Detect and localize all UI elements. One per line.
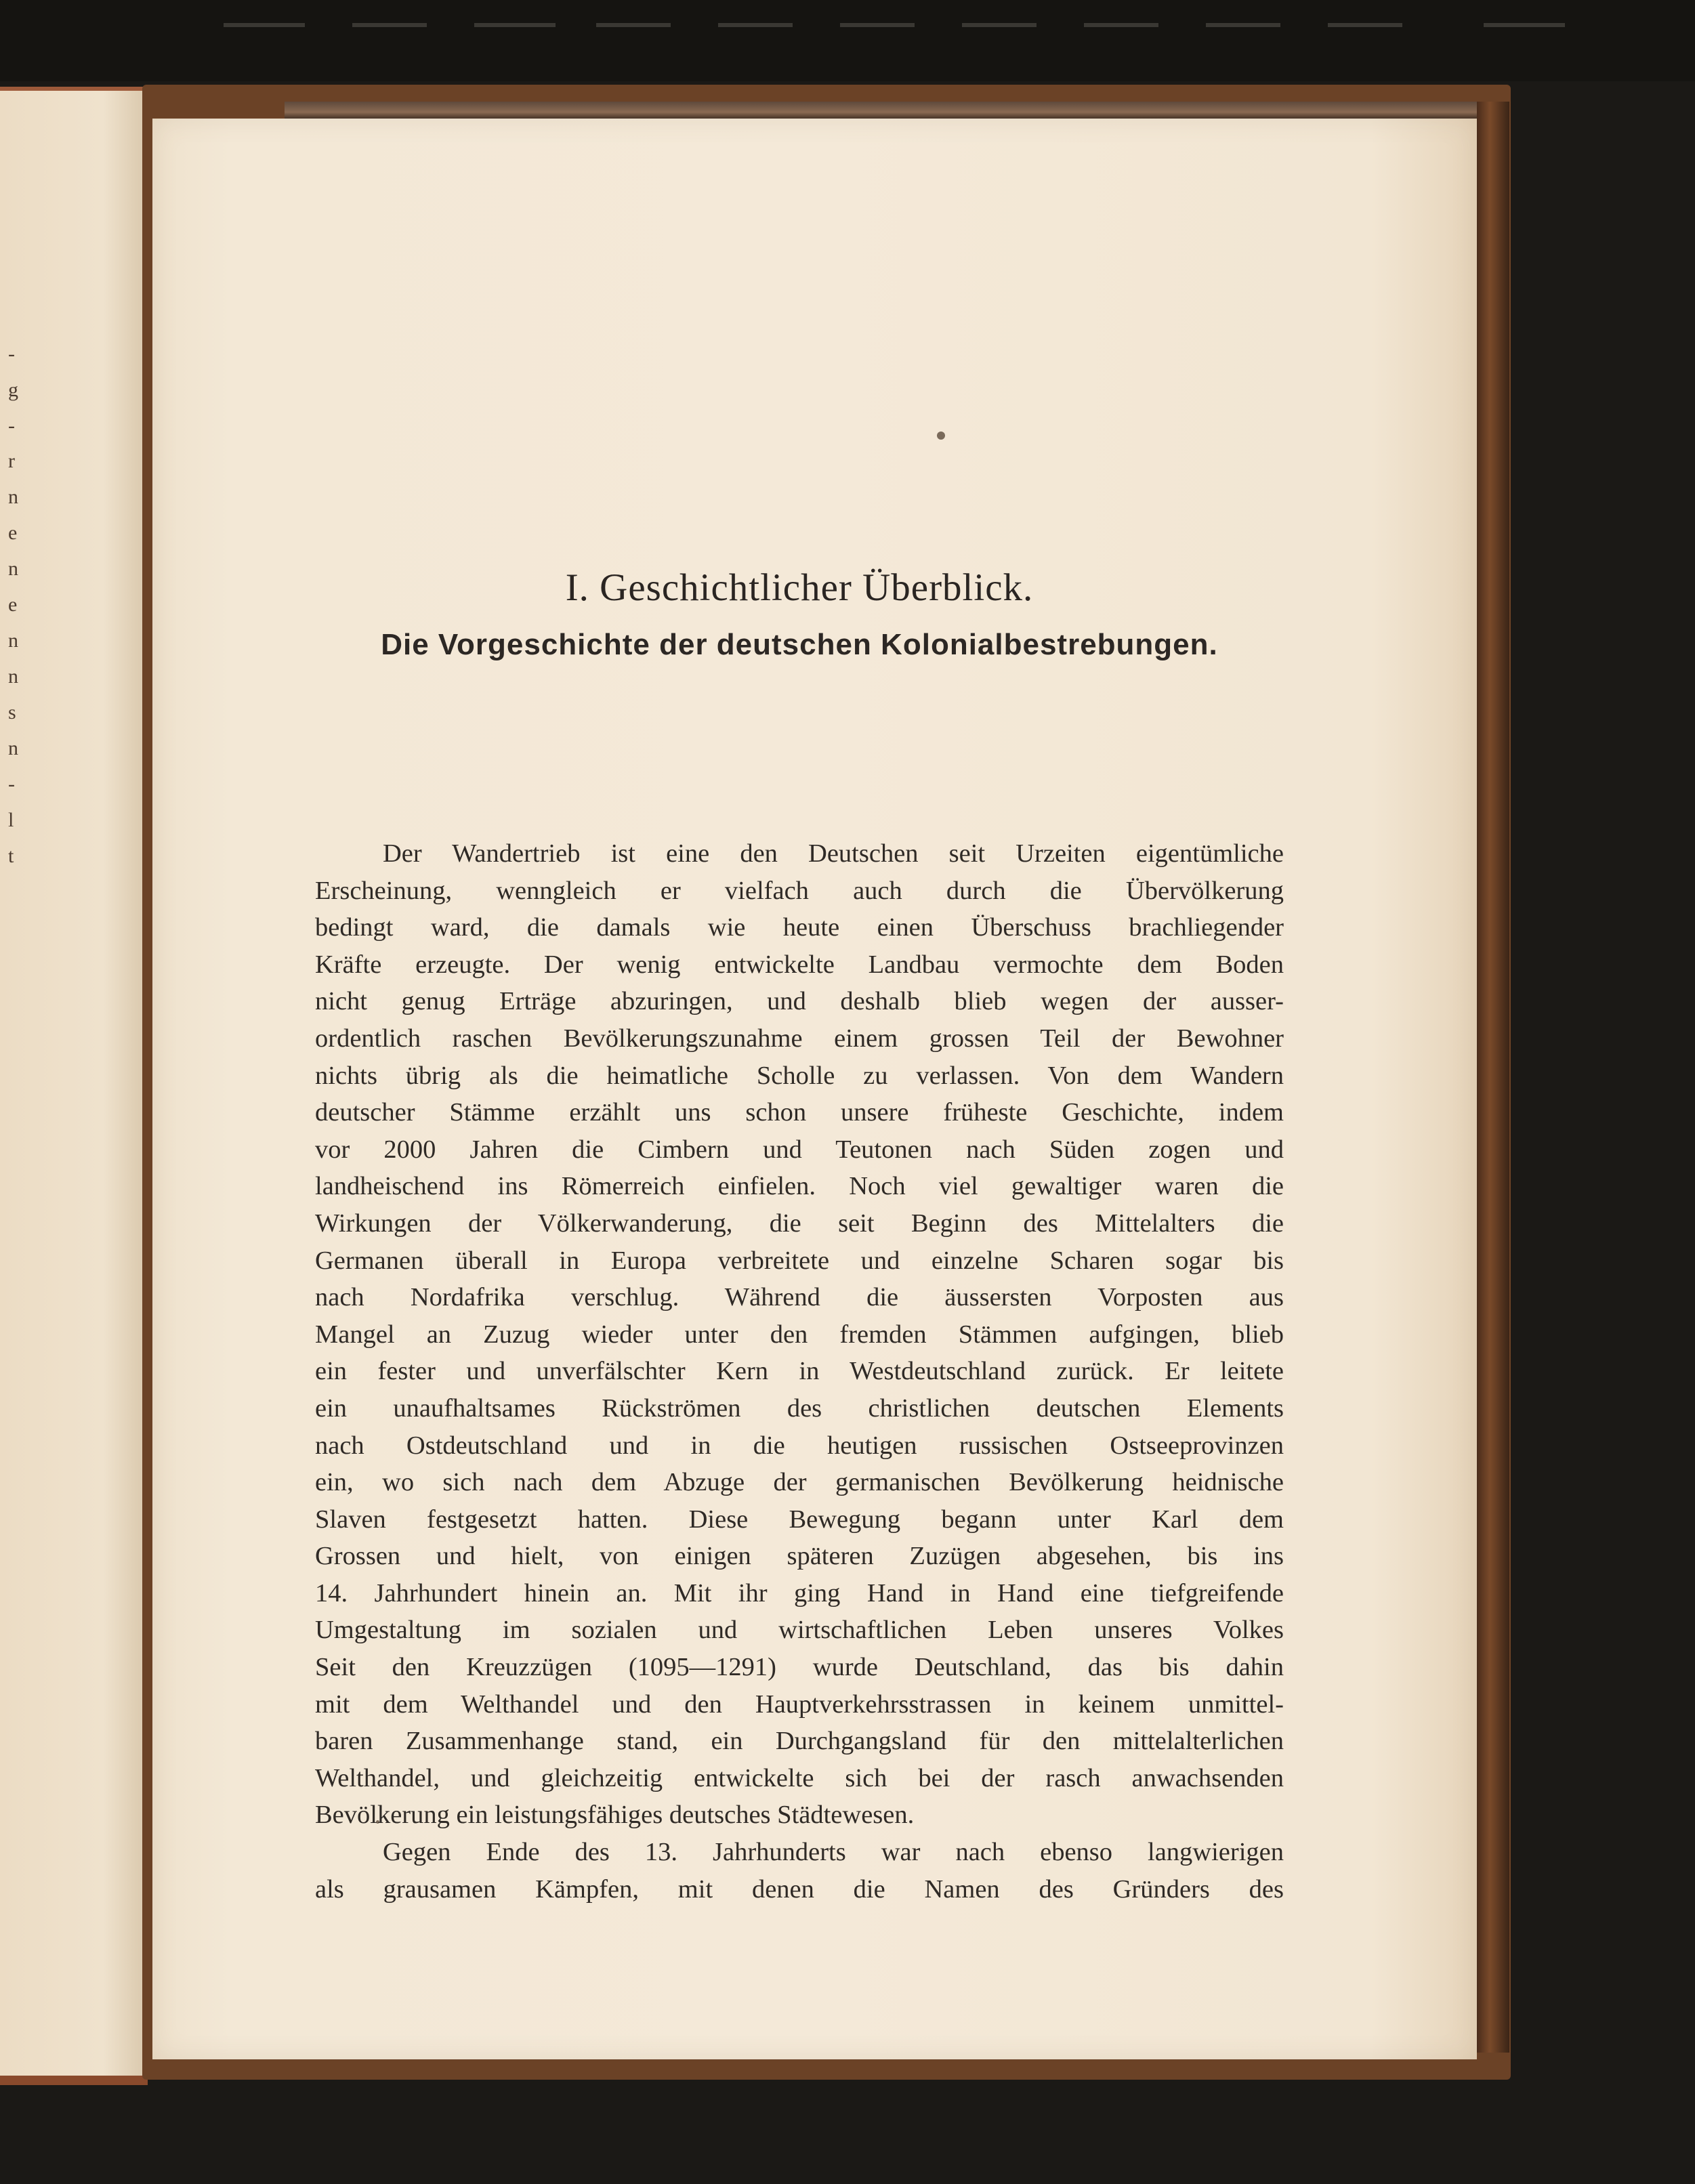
section-title: Die Vorgeschichte der deutschen Kolonialbestrebungen. bbox=[381, 628, 1218, 661]
text-line: Slaven festgesetzt hatten. Diese Bewegung begann unter Karl dem bbox=[315, 1505, 1284, 1534]
scanner-mark bbox=[224, 23, 305, 27]
left-page-edge-char: - bbox=[8, 415, 15, 437]
text-line: Wirkungen der Völkerwanderung, die seit Beginn des Mittelalters die bbox=[315, 1209, 1284, 1238]
left-facing-page bbox=[0, 87, 148, 2085]
cover-right-edge bbox=[1477, 102, 1509, 2053]
left-page-edge-char: - bbox=[8, 773, 15, 795]
left-page-edge-char: g bbox=[8, 379, 18, 401]
scanner-mark bbox=[1206, 23, 1280, 27]
text-line: Seit den Kreuzzügen (1095—1291) wurde Deutschland, das bis dahin bbox=[315, 1653, 1284, 1682]
text-line: Erscheinung, wenngleich er vielfach auch durch die Übervölkerung bbox=[315, 876, 1284, 905]
text-line: bedingt ward, die damals wie heute einen Überschuss brachliegender bbox=[315, 913, 1284, 942]
left-page-edge-char: n bbox=[8, 737, 18, 759]
text-line: ein fester und unverfälschter Kern in Westdeutschland zurück. Er leitete bbox=[315, 1357, 1284, 1386]
page-content bbox=[315, 119, 1284, 2059]
scanner-mark bbox=[840, 23, 915, 27]
scanner-mark bbox=[1328, 23, 1402, 27]
left-page-edge-char: s bbox=[8, 701, 16, 723]
text-line: baren Zusammenhange stand, ein Durchgangsland für den mittelalterlichen bbox=[315, 1727, 1284, 1756]
text-line: Germanen überall in Europa verbreitete und einzelne Scharen sogar bis bbox=[315, 1246, 1284, 1275]
left-page-edge-char: r bbox=[8, 450, 15, 472]
text-line: ordentlich raschen Bevölkerungszunahme einem grossen Teil der Bewohner bbox=[315, 1024, 1284, 1053]
left-page-edge-char: n bbox=[8, 558, 18, 580]
scanner-mark bbox=[1084, 23, 1158, 27]
text-line: Mangel an Zuzug wieder unter den fremden Stämmen aufgingen, blieb bbox=[315, 1320, 1284, 1349]
text-line: Kräfte erzeugte. Der wenig entwickelte Landbau vermochte dem Boden bbox=[315, 950, 1284, 979]
text-line: nicht genug Erträge abzuringen, und deshalb blieb wegen der ausser- bbox=[315, 987, 1284, 1016]
left-page-edge-char: e bbox=[8, 593, 18, 616]
scanner-background bbox=[0, 0, 1695, 81]
scanner-mark bbox=[1484, 23, 1565, 27]
cover-top-edge bbox=[285, 102, 1477, 119]
text-line: nach Ostdeutschland und in die heutigen russischen Ostseeprovinzen bbox=[315, 1431, 1284, 1460]
text-line: Umgestaltung im sozialen und wirtschaftlichen Leben unseres Volkes bbox=[315, 1616, 1284, 1645]
text-line: mit dem Welthandel und den Hauptverkehrsstrassen in keinem unmittel- bbox=[315, 1689, 1284, 1719]
text-line: Bevölkerung ein leistungsfähiges deutsches Städtewesen. bbox=[315, 1801, 915, 1830]
left-page-edge-char: - bbox=[8, 343, 15, 365]
text-line: Der Wandertrieb ist eine den Deutschen seit Urzeiten eigentümliche bbox=[383, 839, 1284, 868]
text-line: nichts übrig als die heimatliche Scholle zu verlassen. Von dem Wandern bbox=[315, 1061, 1284, 1090]
text-line: vor 2000 Jahren die Cimbern und Teutonen nach Süden zogen und bbox=[315, 1135, 1284, 1164]
left-page-edge-char: n bbox=[8, 629, 18, 652]
text-line: ein unaufhaltsames Rückströmen des christlichen deutschen Elements bbox=[315, 1393, 1284, 1423]
book-page bbox=[152, 119, 1477, 2059]
text-line: als grausamen Kämpfen, mit denen die Namen des Gründers des bbox=[315, 1874, 1284, 1904]
text-line: Grossen und hielt, von einigen späteren Zuzügen abgesehen, bis ins bbox=[315, 1542, 1284, 1571]
scanner-mark bbox=[352, 23, 427, 27]
text-line: ein, wo sich nach dem Abzuge der germanischen Bevölkerung heidnische bbox=[315, 1468, 1284, 1497]
left-page-edge-char: l bbox=[8, 809, 14, 831]
left-page-edge-char: e bbox=[8, 522, 18, 544]
text-line: 14. Jahrhundert hinein an. Mit ihr ging Hand in Hand eine tiefgreifende bbox=[315, 1578, 1284, 1608]
text-line: Gegen Ende des 13. Jahrhunderts war nach ebenso langwierigen bbox=[383, 1838, 1284, 1867]
chapter-title: I. Geschichtlicher Überblick. bbox=[565, 566, 1034, 609]
scanner-mark bbox=[596, 23, 671, 27]
scanner-mark bbox=[718, 23, 793, 27]
body-text bbox=[315, 835, 1284, 1908]
text-line: nach Nordafrika verschlug. Während die äussersten Vorposten aus bbox=[315, 1283, 1284, 1312]
text-line: landheischend ins Römerreich einfielen. Noch viel gewaltiger waren die bbox=[315, 1172, 1284, 1201]
scanner-mark bbox=[962, 23, 1037, 27]
text-line: deutscher Stämme erzählt uns schon unsere früheste Geschichte, indem bbox=[315, 1098, 1284, 1127]
left-page-edge-char: t bbox=[8, 845, 14, 867]
left-page-edge-char: n bbox=[8, 486, 18, 508]
text-line: Welthandel, und gleichzeitig entwickelte sich bei der rasch anwachsenden bbox=[315, 1763, 1284, 1792]
left-page-edge-char: n bbox=[8, 665, 18, 688]
scanner-mark bbox=[474, 23, 556, 27]
